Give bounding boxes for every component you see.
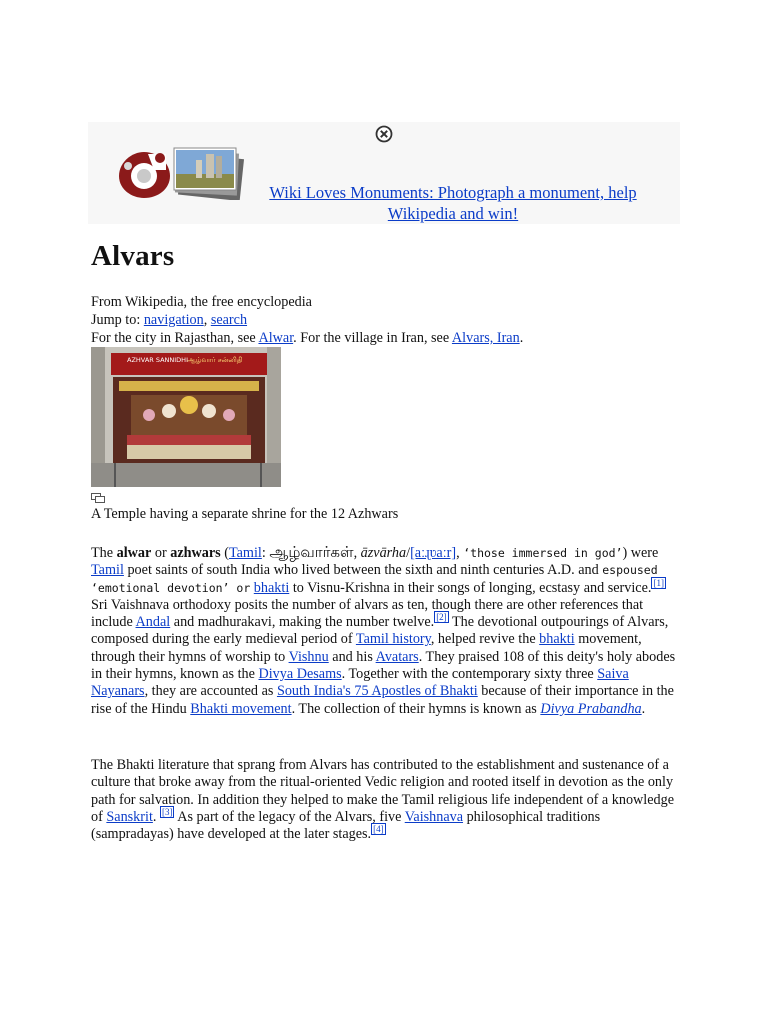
espoused-text: espoused ‘emotional devotion’ or (91, 563, 658, 595)
temple-shrine-image[interactable] (91, 347, 281, 487)
intro-paragraph (91, 544, 677, 718)
saiva-link[interactable]: Saiva (597, 666, 629, 683)
text: to Visnu-Krishna in their songs of longing, ecstasy and service. (289, 579, 652, 596)
text: / (406, 545, 411, 561)
text: , (353, 545, 361, 561)
ipa-link[interactable]: [aːɻʋaːr] (410, 545, 457, 561)
page-title: Alvars (91, 240, 175, 272)
reference-1[interactable]: [1] (653, 577, 664, 588)
text: , helped revive the (430, 631, 540, 648)
text: ) were (622, 545, 659, 561)
jump-to (91, 311, 523, 329)
navigation-link[interactable]: navigation (143, 312, 204, 328)
avatars-link[interactable]: Avatars (375, 648, 419, 665)
vishnu-link[interactable]: Vishnu (288, 648, 329, 665)
divya-prabandha-link[interactable]: Divya Prabandha (540, 700, 642, 717)
text: or (151, 545, 171, 561)
text: movement, through their hymns of worship to (91, 631, 642, 665)
text: and madhurakavi, making the number twelve. (170, 614, 435, 631)
text: The (91, 545, 117, 561)
text: poet saints of south India who lived between the sixth and ninth centuries A.D. and (123, 562, 603, 579)
fundraising-banner (88, 122, 680, 224)
tamil-script: ஆழ்வார்கள் (269, 543, 354, 561)
bhakti-link[interactable]: bhakti (253, 579, 290, 596)
reference-3[interactable]: [3] (161, 806, 173, 817)
tagline: From Wikipedia, the free encyclopedia (91, 294, 312, 310)
text: . (641, 700, 646, 717)
sign-text-tamil: ஆழ்வார் சன்னிதி (187, 356, 243, 364)
tamil-history-link[interactable]: Tamil history (355, 631, 431, 648)
text: ( (220, 545, 229, 561)
image-caption: A Temple having a separate shrine for the 12 Azhwars (91, 506, 399, 522)
monument-photos-icon (172, 144, 248, 200)
sanskrit-link[interactable]: Sanskrit (106, 808, 153, 825)
hatnote-text: For the city in Rajasthan, see (91, 330, 259, 346)
divya-desams-link[interactable]: Divya Desams (258, 666, 342, 683)
search-link[interactable]: search (210, 312, 248, 328)
jump-prefix: Jump to: (91, 312, 144, 328)
apostles-of-bhakti-link[interactable]: South India's 75 Apostles of Bhakti (276, 683, 478, 700)
text: philosophical traditions (sampradayas) have developed at the later stages. (91, 808, 601, 843)
reference-2[interactable]: [2] (436, 612, 447, 623)
alwar-link[interactable]: Alwar (258, 330, 294, 346)
text: The Bhakti literature that sprang from Alvars has contributed to the establishment and sustenance of a culture that broke away from the ritual-oriented Vedic religion and rooted itself in devotion as the only path for salvation. In addition they helped to make the Tamil religious life independent of a knowledge of (91, 757, 675, 825)
alvars-iran-link[interactable]: Alvars, Iran (451, 330, 520, 346)
hatnote-text: . For the village in Iran, see (293, 330, 452, 346)
close-icon[interactable] (375, 125, 393, 143)
text: : (261, 545, 270, 561)
jump-separator: , (203, 312, 211, 328)
hatnote (91, 329, 523, 347)
article-meta (91, 293, 523, 347)
hatnote-text: . (519, 330, 524, 346)
text: and his (328, 648, 376, 665)
text: , they are accounted as (144, 683, 277, 700)
text: Sri Vaishnava orthodoxy posits the number of alvars as ten, though there are other references that include (91, 596, 644, 631)
text: As part of the legacy of the Alvars, five (174, 808, 405, 825)
text: . They praised 108 of this deity's holy abodes in their hymns, known as the (91, 648, 676, 683)
banner-link[interactable]: Wiki Loves Monuments: Photograph a monument, help Wikipedia and win! (269, 183, 637, 223)
nayanars-link[interactable]: Nayanars (91, 683, 145, 700)
transliteration: āzvārha (360, 545, 407, 561)
reference-4[interactable]: [4] (373, 824, 384, 835)
text: . The collection of their hymns is known as (291, 700, 541, 717)
sign-text-english: AZHVAR SANNIDHI (127, 356, 188, 364)
enlarge-icon[interactable] (91, 493, 105, 503)
tamil-language-link[interactable]: Tamil (228, 545, 262, 561)
text: The devotional outpourings of Alvars, composed during the early medieval period of (91, 614, 669, 648)
wiki-loves-monuments-logo-icon (114, 148, 174, 200)
gloss: ‘those immersed in god’ (463, 546, 623, 560)
tamil-people-link[interactable]: Tamil (91, 562, 124, 579)
text: , (456, 545, 464, 561)
bhakti-link[interactable]: bhakti (539, 631, 575, 648)
vaishnava-link[interactable]: Vaishnava (404, 808, 464, 825)
legacy-paragraph (91, 757, 677, 843)
andal-link[interactable]: Andal (135, 614, 171, 631)
text: . (152, 808, 160, 825)
term-alwar: alwar (116, 545, 152, 561)
text: because of their importance in the rise of the Hindu (91, 683, 674, 717)
text: . Together with the contemporary sixty three (341, 666, 598, 683)
term-azhwars: azhwars (170, 545, 221, 561)
bhakti-movement-link[interactable]: Bhakti movement (190, 700, 292, 717)
